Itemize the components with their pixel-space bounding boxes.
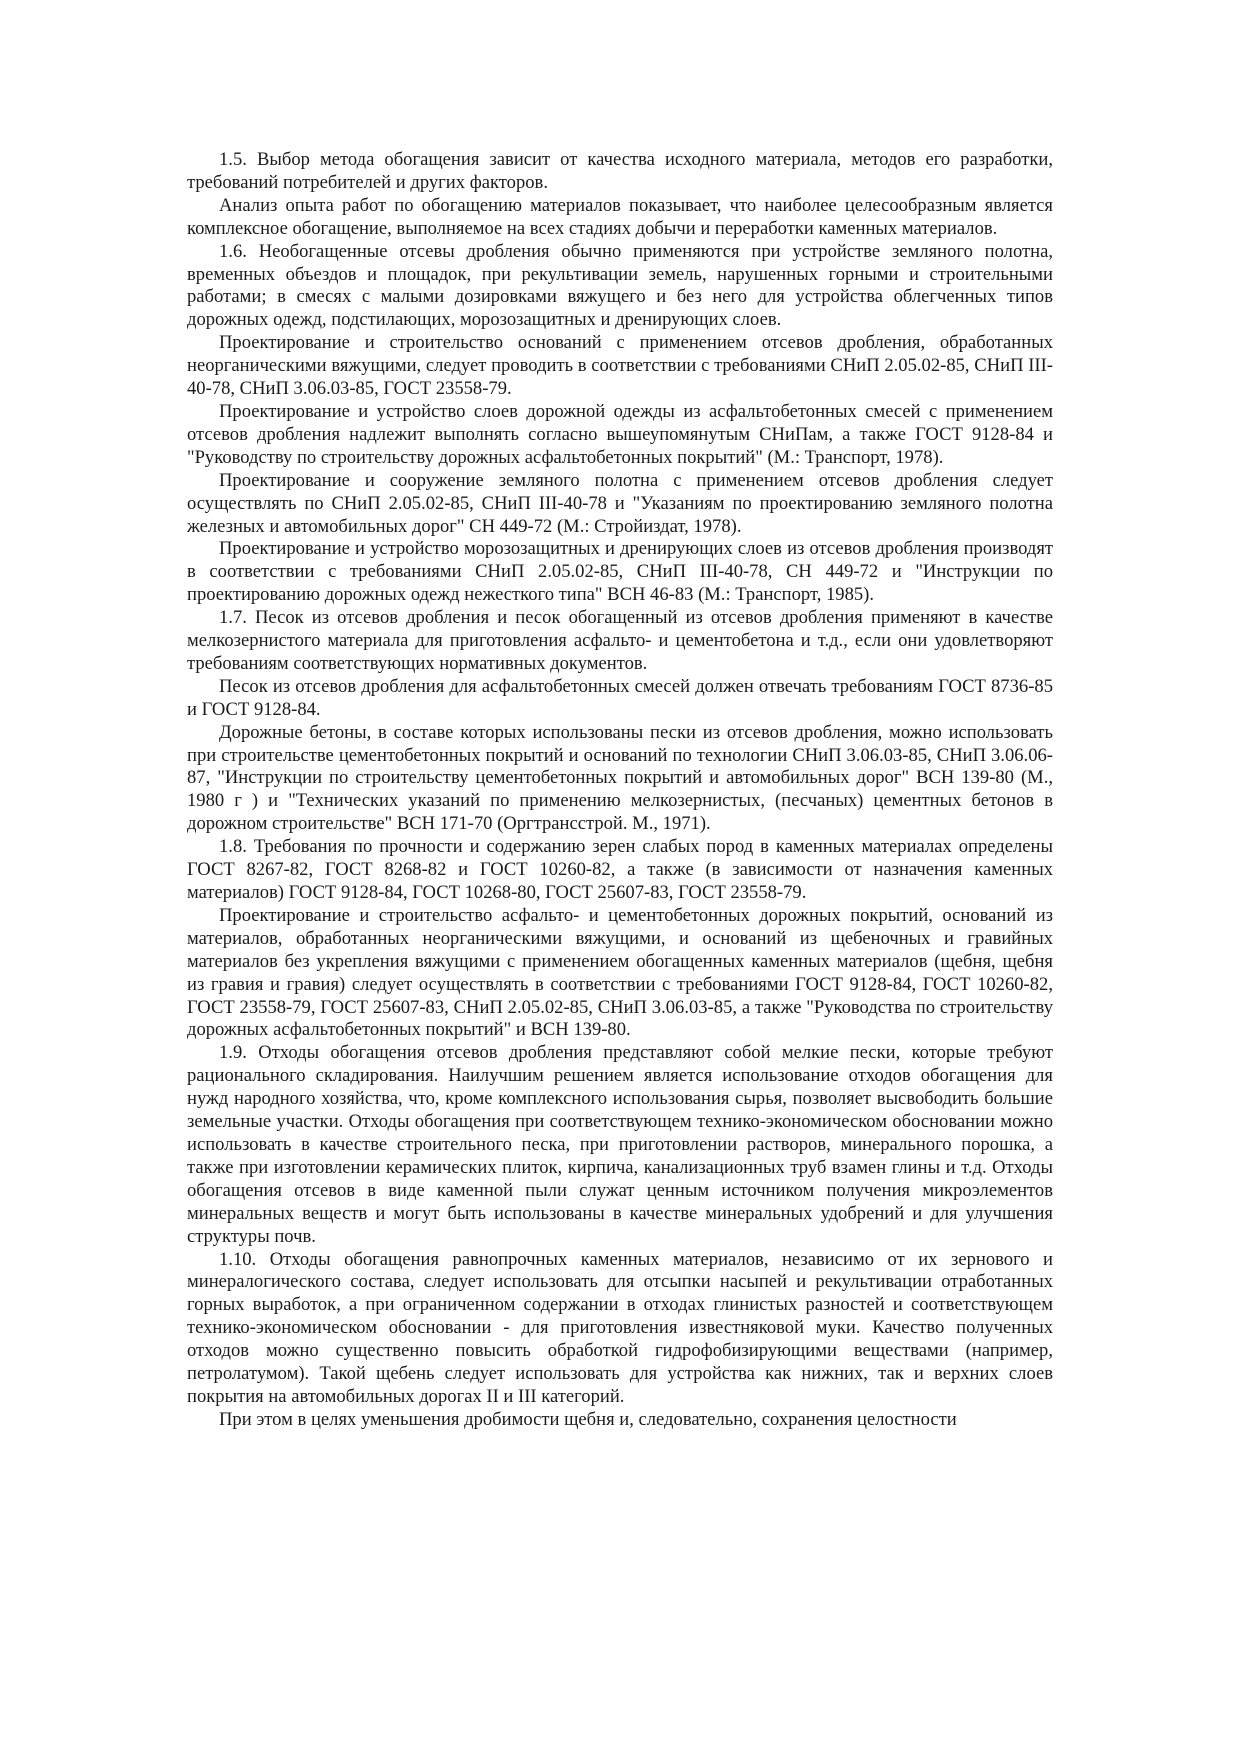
paragraph-frost-layers: Проектирование и устройство морозозащитных и дренирующих слоев из отсевов дробления производят в соответствии с требованиями СНиП 2.05.02-85, СНиП III-40-78, СН 449-72 и "Инструкции по проектированию дорожных одежд нежесткого типа" ВСН 46-83 (М.: Транспорт, 1985).: [187, 538, 1053, 606]
paragraph-1-10: 1.10. Отходы обогащения равнопрочных каменных материалов, независимо от их зернового и минералогического состава, следует использовать для отсыпки насыпей и рекультивации отработанных горных выработок, а при ограниченном содержании в отходах глинистых разностей и соответствующем технико-экономическом обосновании - для приготовления известняковой муки. Качество полученных отходов можно существенно повысить обработкой гидрофобизирующими веществами (например, петролатумом). Такой щебень следует использовать для устройства как нижних, так и верхних слоев покрытия на автомобильных дорогах II и III категорий.: [187, 1248, 1053, 1407]
paragraph-1-5: 1.5. Выбор метода обогащения зависит от качества исходного материала, методов его разработки, требований потребителей и других факторов.: [187, 149, 1053, 193]
paragraph-road-concrete: Дорожные бетоны, в составе которых использованы пески из отсевов дробления, можно использовать при строительстве цементобетонных покрытий и оснований по технологии СНиП 3.06.03-85, СНиП 3.06.06-87, "Инструкции по строительству цементобетонных покрытий и автомобильных дорог" ВСН 139-80 (М., 1980 г ) и "Технических указаний по применению мелкозернистых, (песчаных) цементных бетонов в дорожном строительстве" ВСН 171-70 (Оргтрансстрой. М., 1971).: [187, 721, 1053, 835]
paragraph-1-9: 1.9. Отходы обогащения отсевов дробления представляют собой мелкие пески, которые требуют рационального складирования. Наилучшим решением является использование отходов обогащения для нужд народного хозяйства, что, кроме комплексного использования сырья, позволяет высвободить большие земельные участки. Отходы обогащения при соответствующем технико-экономическом обосновании можно использовать в качестве строительного песка, при приготовлении растворов, минерального порошка, а также при изготовлении керамических плиток, кирпича, канализационных труб взамен глины и т.д. Отходы обогащения отсевов в виде каменной пыли служат ценным источником получения микроэлементов минеральных веществ и могут быть использованы в качестве минеральных удобрений и для улучшения структуры почв.: [187, 1042, 1053, 1247]
paragraph-1-7: 1.7. Песок из отсевов дробления и песок обогащенный из отсевов дробления применяют в качестве мелкозернистого материала для приготовления асфальто- и цементобетона и т.д., если они удовлетворяют требованиям соответствующих нормативных документов.: [187, 607, 1053, 674]
paragraph-final: При этом в целях уменьшения дробимости щебня и, следовательно, сохранения целостности: [219, 1408, 957, 1430]
paragraph-1-8: 1.8. Требования по прочности и содержанию зерен слабых пород в каменных материалах определены ГОСТ 8267-82, ГОСТ 8268-82 и ГОСТ 10260-82, а также (в зависимости от назначения каменных материалов) ГОСТ 9128-84, ГОСТ 10268-80, ГОСТ 25607-83, ГОСТ 23558-79.: [187, 836, 1053, 903]
document-page: [187, 149, 1053, 1432]
paragraph-analysis: Анализ опыта работ по обогащению материалов показывает, что наиболее целесообразным является комплексное обогащение, выполняемое на всех стадиях добычи и переработки каменных материалов.: [187, 194, 1053, 239]
paragraph-sand-asphalt: Песок из отсевов дробления для асфальтобетонных смесей должен отвечать требованиям ГОСТ 8736-85 и ГОСТ 9128-84.: [187, 675, 1053, 720]
paragraph-1-6: 1.6. Необогащенные отсевы дробления обычно применяются при устройстве земляного полотна, временных объездов и площадок, при рекультивации земель, нарушенных горными и строительными работами; в смесях с малыми дозировками вяжущего и без него для устройства облегченных типов дорожных одежд, подстилающих, морозозащитных и дренирующих слоев.: [187, 240, 1053, 331]
paragraph-subgrade: Проектирование и сооружение земляного полотна с применением отсевов дробления следует осуществлять по СНиП 2.05.02-85, СНиП III-40-78 и "Указаниям по проектированию земляного полотна железных и автомобильных дорог" СН 449-72 (М.: Стройиздат, 1978).: [187, 469, 1053, 537]
paragraph-bases-design: Проектирование и строительство оснований с применением отсевов дробления, обработанных неорганическими вяжущими, следует проводить в соответствии с требованиями СНиП 2.05.02-85, СНиП III-40-78, СНиП 3.06.03-85, ГОСТ 23558-79.: [187, 332, 1053, 400]
paragraph-pavement-design: Проектирование и строительство асфальто- и цементобетонных дорожных покрытий, оснований из материалов, обработанных неорганическими вяжущими, и оснований из щебеночных и гравийных материалов без укрепления вяжущими с применением обогащенных каменных материалов (щебня, щебня из гравия и гравия) следует осуществлять в соответствии с требованиями ГОСТ 9128-84, ГОСТ 10260-82, ГОСТ 23558-79, ГОСТ 25607-83, СНиП 2.05.02-85, СНиП 3.06.03-85, а также "Руководства по строительству дорожных асфальтобетонных покрытий" и ВСН 139-80.: [187, 904, 1053, 1041]
paragraph-asphalt-layers: Проектирование и устройство слоев дорожной одежды из асфальтобетонных смесей с применением отсевов дробления надлежит выполнять согласно вышеупомянутым СНиПам, а также ГОСТ 9128-84 и "Руководству по строительству дорожных асфальтобетонных покрытий" (М.: Транспорт, 1978).: [187, 400, 1053, 468]
